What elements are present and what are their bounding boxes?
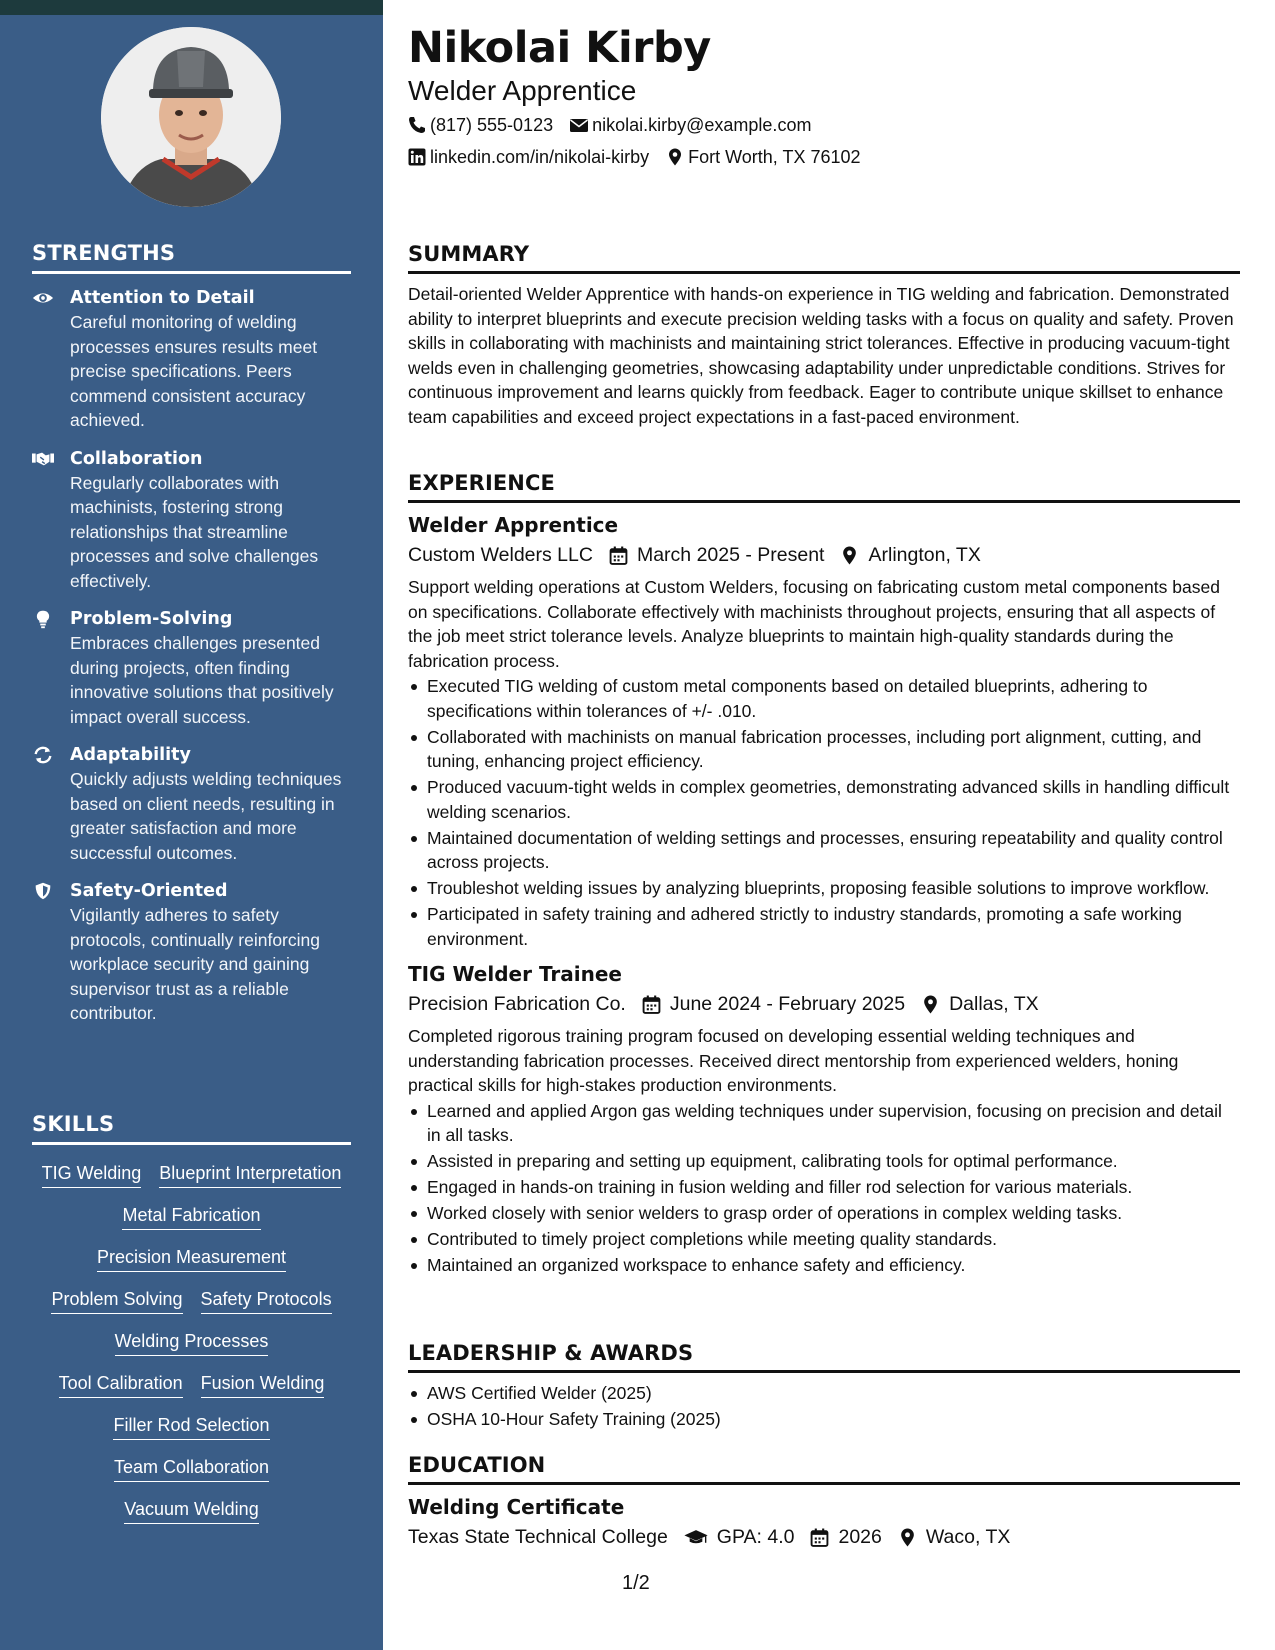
strength-title: Problem-Solving [70,609,233,629]
summary-heading: SUMMARY [408,241,1240,274]
map-pin-icon [666,148,684,166]
strength-description: Careful monitoring of welding processes ensures results meet precise specifications. Peers commend consistent accuracy achieved. [70,312,318,430]
bullet-item: Engaged in hands-on training in fusion welding and filler rod selection for various materials. [408,1175,1240,1200]
education-meta [408,1523,1240,1551]
job-bullets [408,674,1240,951]
strength-title: Attention to Detail [70,288,255,308]
skill-tag: Fusion Welding [201,1371,325,1398]
skill-tag: Problem Solving [51,1287,182,1314]
job-meta [408,990,1240,1018]
job-title: TIG Welder Trainee [408,962,622,986]
skills-section [32,1112,351,1524]
location-text: Arlington, TX [868,544,981,566]
linkedin-link[interactable]: linkedin.com/in/nikolai-kirby [430,147,650,167]
sidebar-top-bar [0,0,383,15]
bullet-item: Learned and applied Argon gas welding techniques under supervision, focusing on precision and detail in all tasks. [408,1099,1240,1148]
skill-tag: Safety Protocols [201,1287,332,1314]
map-pin-icon [921,995,940,1014]
job-description: Completed rigorous training program focused on developing essential welding techniques and understanding fabrication processes. Received direct mentorship from experienced welders, honing practical skills for high-stakes production environments. [408,1026,1179,1095]
graduation-cap-icon [684,1528,708,1547]
bullet-item: Collaborated with machinists on manual fabrication processes, including port alignment, cutting, and tuning, enhancing project efficiency. [408,725,1240,774]
award-item: OSHA 10-Hour Safety Training (2025) [408,1407,1240,1432]
gpa-text: GPA: 4.0 [716,1526,795,1548]
dates-text: March 2025 - Present [636,544,825,566]
awards-heading: LEADERSHIP & AWARDS [408,1340,1240,1373]
bullet-item: Produced vacuum-tight welds in complex geometries, demonstrating advanced skills in handling difficult welding scenarios. [408,775,1240,824]
awards-list [408,1381,1240,1432]
contact-row-2 [408,145,878,169]
education-section [408,1452,1240,1557]
phone-text: (817) 555-0123 [430,115,554,135]
education-year [810,1523,881,1551]
company-name: Precision Fabrication Co. [408,993,626,1015]
skill-tag: Tool Calibration [59,1371,183,1398]
strength-item [32,879,351,1026]
linkedin-icon [408,148,426,166]
skill-tag: Welding Processes [115,1329,269,1356]
job-entry [408,960,1240,1278]
bullet-item: Maintained an organized workspace to enhance safety and efficiency. [408,1253,1240,1278]
summary-text: Detail-oriented Welder Apprentice with hands-on experience in TIG welding and fabrication. Demonstrated ability to interpret blueprints and execute precision welding tasks with a focus on quality and safety. Proven skills in collaborating with machinists and maintaining strict tolerances. Effective in producing vacuum-tight welds even in challenging geometries, showcasing adaptability under unpredictable conditions. Strives for continuous improvement and learns quickly from feedback. Eager to contribute unique skillset to enhance team capabilities and exceed project expectations in a fast-paced environment. [408,284,1234,427]
skill-tag: Vacuum Welding [124,1497,258,1524]
candidate-name: Nikolai Kirby [408,23,711,73]
shield-icon [32,879,70,901]
eye-icon [32,286,70,308]
company [408,541,593,569]
bullet-item: Executed TIG welding of custom metal components based on detailed blueprints, adhering to specifications within tolerances of +/- .010. [408,674,1240,723]
bullet-item: Troubleshot welding issues by analyzing blueprints, proposing feasible solutions to improve workflow. [408,876,1240,901]
strength-title: Adaptability [70,745,191,765]
phone-contact [408,113,553,137]
phone-icon [408,116,426,134]
location-text: Fort Worth, TX 76102 [688,147,861,167]
strength-description: Vigilantly adheres to safety protocols, continually reinforcing workplace security and gaining supervisor trust as a reliable contributor. [70,905,320,1023]
strength-title: Safety-Oriented [70,881,228,901]
bullet-item: Maintained documentation of welding settings and processes, ensuring repeatability and quality control across projects. [408,826,1240,875]
skills-heading: SKILLS [32,1112,351,1145]
location-contact [666,145,860,169]
education-location [898,1523,1011,1551]
job-description: Support welding operations at Custom Welders, focusing on fabricating custom metal components based on specifications. Collaborate effectively with machinists throughout projects, ensuring that all aspects of the job meet strict tolerance levels. Analyze blueprints to maintain high-quality standards during the fabrication process. [408,577,1220,671]
year-text: 2026 [838,1526,882,1548]
calendar-icon [642,995,661,1014]
job-meta [408,541,1240,569]
profile-photo [101,27,281,207]
skill-tag: Team Collaboration [114,1455,269,1482]
strength-description: Regularly collaborates with machinists, fostering strong relationships that streamline processes and solve challenges effectively. [70,472,319,591]
skill-tag: TIG Welding [42,1161,142,1188]
contact-row-1 [408,113,828,137]
location-text: Waco, TX [925,1526,1011,1548]
location-text: Dallas, TX [949,993,1039,1015]
strength-item [32,286,351,433]
candidate-title: Welder Apprentice [408,75,637,106]
education-heading: EDUCATION [408,1452,1240,1485]
email-contact[interactable] [570,113,811,137]
sidebar [0,0,383,1650]
gpa [684,1523,795,1551]
company [408,990,626,1018]
company-name: Custom Welders LLC [408,544,593,566]
job-location [840,541,980,569]
job-dates [609,541,825,569]
job-title: Welder Apprentice [408,513,619,537]
handshake-icon [32,447,70,469]
skill-tag: Metal Fabrication [122,1203,260,1230]
bullet-item: Worked closely with senior welders to grasp order of operations in complex welding tasks. [408,1201,1240,1226]
calendar-icon [810,1528,829,1547]
job-dates [642,990,905,1018]
linkedin-contact[interactable] [408,145,649,169]
summary-section [408,241,1240,429]
experience-heading: EXPERIENCE [408,470,1240,503]
calendar-icon [609,546,628,565]
degree-title: Welding Certificate [408,1495,625,1519]
school [408,1523,668,1551]
skill-tag: Blueprint Interpretation [159,1161,341,1188]
envelope-icon [570,116,588,134]
lightbulb-icon [32,607,70,629]
strength-title: Collaboration [70,448,203,469]
skill-tag: Precision Measurement [97,1245,286,1272]
map-pin-icon [840,546,859,565]
email-link[interactable]: nikolai.kirby@example.com [592,115,812,135]
job-entry [408,511,1240,951]
bullet-item: Contributed to timely project completions while meeting quality standards. [408,1227,1240,1252]
job-location [921,990,1039,1018]
dates-text: June 2024 - February 2025 [669,993,906,1015]
strengths-heading: STRENGTHS [32,241,351,274]
strength-description: Quickly adjusts welding techniques based on client needs, resulting in greater satisfaction and more successful outcomes. [70,769,342,863]
awards-section [408,1340,1240,1433]
strength-item [32,447,351,594]
award-item: AWS Certified Welder (2025) [408,1381,1240,1406]
skill-tag: Filler Rod Selection [113,1413,269,1440]
experience-section [408,470,1240,1279]
bullet-item: Assisted in preparing and setting up equipment, calibrating tools for optimal performance. [408,1149,1240,1174]
strengths-section [32,241,351,1040]
strength-item [32,743,351,865]
skills-list [32,1157,351,1524]
bullet-item: Participated in safety training and adhered strictly to industry standards, promoting a safe working environment. [408,902,1240,951]
job-bullets [408,1099,1240,1278]
strength-item [32,607,351,729]
school-name: Texas State Technical College [408,1526,668,1548]
sync-icon [32,743,70,765]
page-number: 1/2 [622,1572,650,1594]
strength-description: Embraces challenges presented during projects, often finding innovative solutions that positively impact overall success. [70,633,334,727]
map-pin-icon [898,1528,917,1547]
